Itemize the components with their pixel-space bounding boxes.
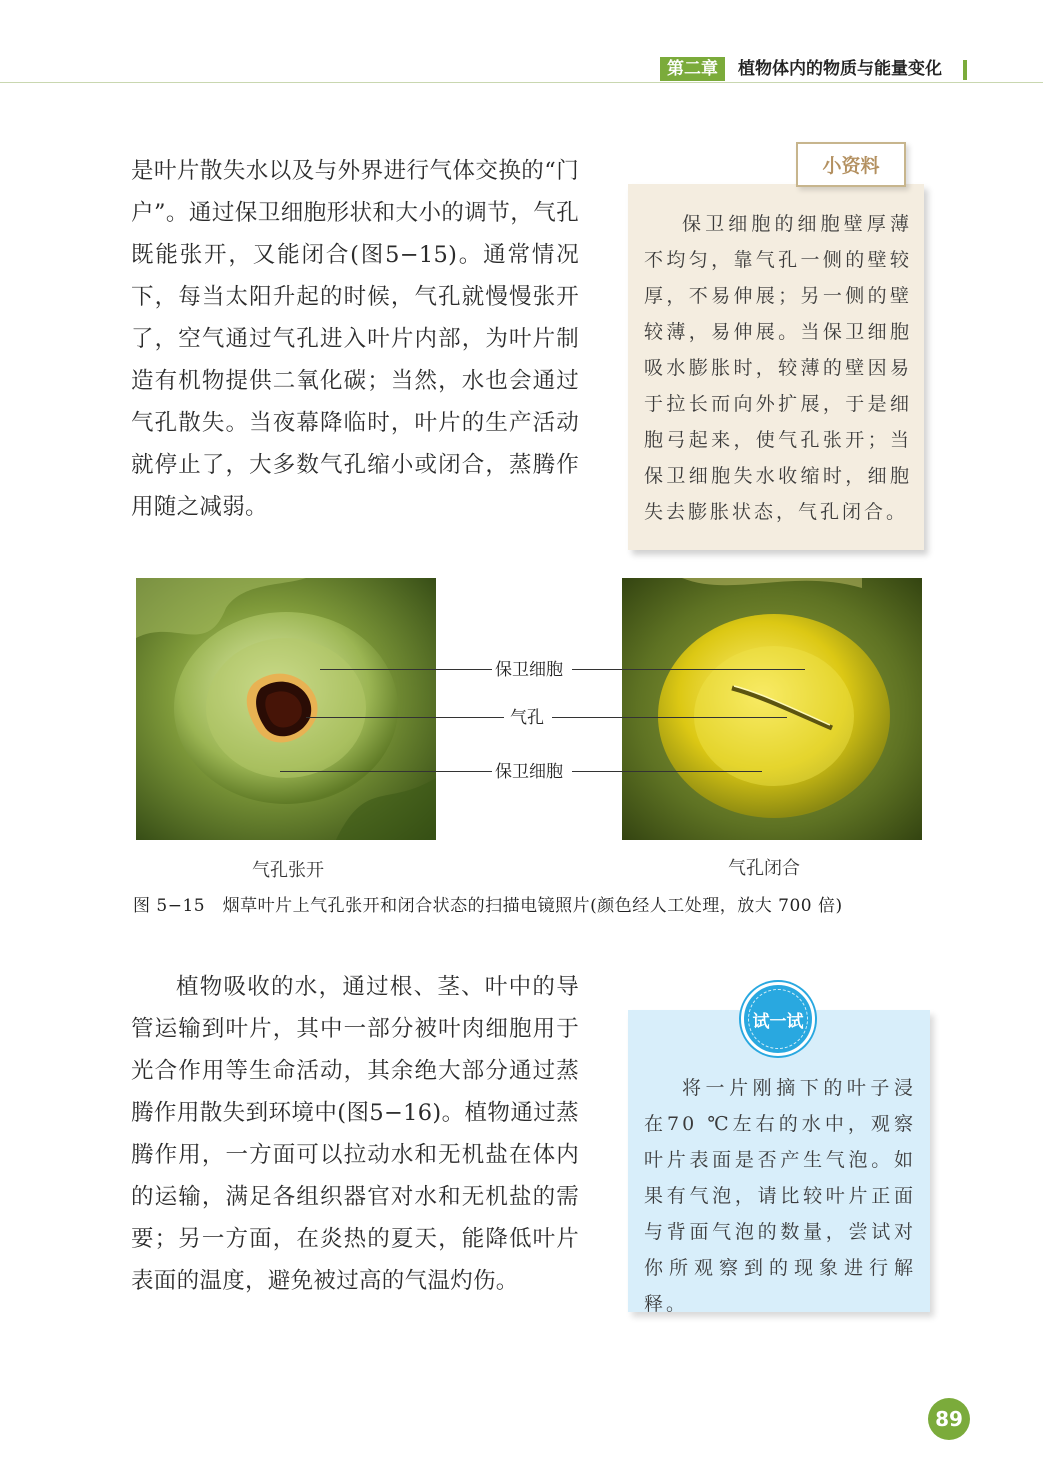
paragraph-text: 是叶片散失水以及与外界进行气体交换的“门户”。通过保卫细胞形状和大小的调节，气孔既能张开，又能闭合(图5−15)。通常情况下，每当太阳升起的时候，气孔就慢慢张开了，空气通过气孔进入叶片内部，为叶片制造有机物提供二氧化碳；当然，水也会通过气孔散失。当夜幕降临时，叶片的生产活动就停止了，大多数气孔缩小或闭合，蒸腾作用随之减弱。: [131, 158, 579, 520]
caption-stoma-closed: 气孔闭合: [728, 858, 800, 879]
info-text: 保卫细胞的细胞壁厚薄不均匀，靠气孔一侧的壁较厚，不易伸展；另一侧的壁较薄，易伸展。当保卫细胞吸水膨胀时，较薄的壁因易于拉长而向外扩展，于是细胞弓起来，使气孔张开；当保卫细胞失水收缩时，细胞失去膨胀状态，气孔闭合。: [644, 213, 912, 523]
paragraph-text: 植物吸收的水，通过根、茎、叶中的导管运输到叶片，其中一部分被叶肉细胞用于光合作用等生命活动，其余绝大部分通过蒸腾作用散失到环境中(图5−16)。植物通过蒸腾作用，一方面可以拉动水和无机盐在体内的运输，满足各组织器官对水和无机盐的需要；另一方面，在炎热的夏天，能降低叶片表面的温度，避免被过高的气温灼伤。: [131, 974, 579, 1294]
info-box-title: 小资料: [796, 142, 906, 187]
try-box-badge: [741, 982, 815, 1056]
label-guard-cell-top: 保卫细胞: [495, 660, 563, 680]
body-paragraph-1: [131, 150, 579, 528]
figure-caption: 图 5−15 烟草叶片上气孔张开和闭合状态的扫描电镜照片(颜色经人工处理，放大 700 倍): [133, 896, 843, 916]
label-stoma: 气孔: [510, 708, 544, 728]
try-text: 将一片刚摘下的叶子浸在70 ℃左右的水中，观察叶片表面是否产生气泡。如果有气泡，请比较叶片正面与背面气泡的数量，尝试对你所观察到的现象进行解释。: [644, 1077, 916, 1315]
leader-line-guard-bottom-left: [280, 771, 492, 772]
photo-stoma-closed: [622, 578, 922, 840]
page-number: 89: [928, 1398, 970, 1440]
leader-line-guard-top-right: [572, 669, 805, 670]
header-rule: [0, 82, 1043, 83]
try-box-title: 试一试: [752, 1011, 804, 1032]
page-header: [0, 52, 1043, 84]
caption-stoma-open: 气孔张开: [252, 860, 324, 881]
try-box-text: [644, 1070, 916, 1322]
photo-stoma-open: [136, 578, 436, 840]
leader-line-stoma-left: [306, 717, 504, 718]
label-guard-cell-bottom: 保卫细胞: [495, 762, 563, 782]
leader-line-guard-top-left: [320, 669, 492, 670]
chapter-title: 植物体内的物质与能量变化: [738, 59, 942, 79]
leader-line-guard-bottom-right: [572, 771, 762, 772]
leader-line-stoma-right: [552, 717, 787, 718]
body-paragraph-2: [131, 966, 579, 1302]
chapter-bar: [963, 60, 967, 80]
chapter-tag: 第二章: [660, 57, 725, 81]
info-box-text: [644, 206, 912, 530]
